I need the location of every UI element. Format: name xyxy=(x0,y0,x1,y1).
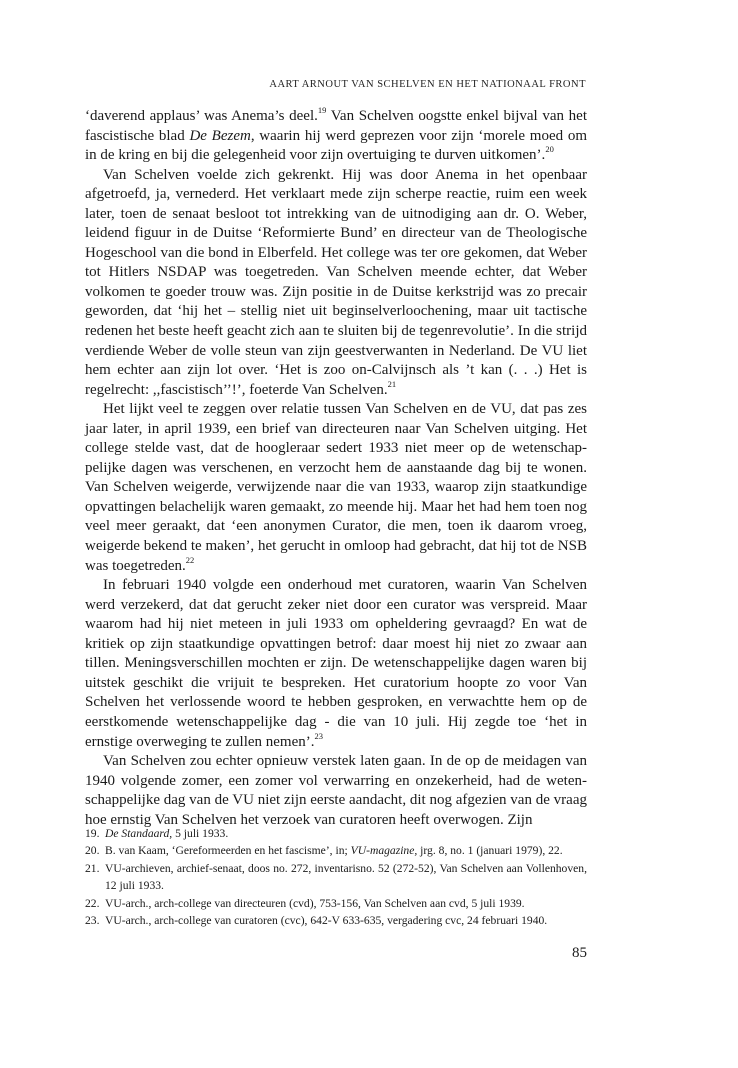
footnote-19 xyxy=(85,825,587,842)
paragraph-4 xyxy=(85,576,587,752)
text-run: VU-archieven, archief-senaat, doos no. 272, inventarisno. 52 (272-52), Van Schelven aan Vollenhoven, 12 juli 1933. xyxy=(105,861,587,893)
footnote-text xyxy=(105,842,587,859)
italic-title: De Bezem xyxy=(189,127,251,144)
text-run: 5 juli 1933. xyxy=(172,827,229,840)
text-run: VU-arch., arch-college van directeuren (cvd), 753-156, Van Schelven aan cvd, 5 juli 1939. xyxy=(105,896,525,910)
running-head: AART ARNOUT VAN SCHELVEN EN HET NATIONAAL FRONT xyxy=(269,79,586,90)
footnote-21 xyxy=(85,860,587,895)
paragraph-3 xyxy=(85,400,587,576)
text-run: B. van Kaam, ‘Gereformeerden en het fascisme’, in; xyxy=(105,844,351,858)
footnote-reference: 19 xyxy=(317,105,327,115)
footnote-reference: 20 xyxy=(545,144,554,155)
text-run: Van Schelven zou echter opnieuw verstek laten gaan. In de op de meidagen van 1940 volgende zomer, een zomer vol verwarring en onzekerheid, had de wetenschappelijke dag van de VU niet zijn eerste aandacht, dit nog afgezien van de vraag hoe ernstig Van Schelven het verzoek van curatoren heeft overwogen. Zijn xyxy=(85,753,587,828)
page-number: 85 xyxy=(572,945,587,961)
text-run: In februari 1940 volgde een onderhoud met curatoren, waarin Van Schelven werd verzekerd, dat dat gerucht zeker niet door een curator was verspreid. Maar waarom had hij niet meteen in juli 1933 om opheldering gevraagd? En wat de kritiek op zijn staatkundige opvattingen betrof: daar moest hij niet zo zwaar aan tillen. Meningsverschillen mochten er zijn. De wetenschappelijke dagen waren bij uitstek geschikt die vrijuit te bespreken. Het curatorium hoopte zo voor Van Schelven het verlossende woord te hebben gesproken, en verwachtte hem op de eerstkomende wetenschappelijke dag - die van 10 juli. Hij zegde toe ‘het in ernstige overweging te zullen nemen’. xyxy=(85,577,587,750)
body-text xyxy=(85,107,587,830)
footnote-text xyxy=(105,912,587,929)
footnote-reference: 23 xyxy=(314,730,323,741)
text-run: Van Schelven voelde zich gekrenkt. Hij was door Anema in het openbaar afgetroefd, ja, vernederd. Het verklaart mede zijn scherpe reactie, ruim een week later, toen de senaat besloot tot intrekking van de uitnodiging aan dr. O. Weber, leidend figuur in de Duitse ‘Reformierte Bund’ en directeur van de Theologische Hogeschool van die bond in Elberfeld. Het college was ter ore gekomen, dat Weber tot Hitlers NSDAP was toegetreden. Van Schelven meende echter, dat Weber volkomen te goeder trouw was. Zijn positie in de Duitse kerkstrijd was zo precair geworden, dat ‘hij het – stellig niet uit beginselverloochening, maar uit tactische redenen het beste heeft geacht zich aan te sluiten bij de tegenrevolutie’. In die strijd verdiende Weber de volle steun van zijn geestverwanten in Nederland. De VU liet hem echter aan zijn lot over. ‘Het is zoo on-Calvijnsch als ’t kan (. . .) Het is regelrecht: ,,fascistisch’’!’, foeterde Van Schelven. xyxy=(85,166,587,398)
text-run: Het lijkt veel te zeggen over relatie tussen Van Schelven en de VU, dat pas zes jaar later, in april 1939, een brief van directeuren naar Van Schelven uitging. Het college stelde vast, dat de hoogleraar sedert 1933 niet meer op de wetenschappelijke dagen was verschenen, en verzocht hem de aanstaande dag bij te wonen. Van Schelven weigerde, verwijzende naar die van 1933, waarop zijn staatkundige opvattingen belachelijk waren gemaakt, zo meende hij. Maar het had hem toen nog veel meer geraakt, dat ‘een anonymen Curator, die men, toen ik daarom vroeg, weigerde bekend te maken’, het gerucht in omloop had gebracht, dat hij tot de NSB was toegetreden. xyxy=(85,401,587,574)
footnote-number: 19. xyxy=(85,827,100,840)
footnotes xyxy=(85,825,587,929)
footnote-20 xyxy=(85,842,587,859)
italic-title: De Standaard, xyxy=(105,827,173,840)
footnote-reference: 21 xyxy=(387,378,397,389)
footnote-text xyxy=(105,825,587,842)
footnote-23 xyxy=(85,912,587,929)
footnote-reference: 22 xyxy=(185,554,195,565)
footnote-number: 22. xyxy=(85,896,100,910)
footnote-number: 21. xyxy=(85,861,100,875)
paragraph-1 xyxy=(85,107,587,166)
footnote-22 xyxy=(85,895,587,912)
text-run: , waarin hij werd geprezen voor zijn ‘morele moed om in de kring en bij die gelegenheid voor zijn overtuiging te durven uitkomen’. xyxy=(85,127,588,164)
paragraph-5 xyxy=(85,752,587,830)
text-run: Van Schelven oogstte enkel bijval van het fascistische blad xyxy=(85,108,588,144)
text-run: ‘daverend applaus’ was Anema’s deel. xyxy=(85,108,318,124)
footnote-text xyxy=(105,860,587,895)
footnote-text xyxy=(105,895,587,912)
text-run: jrg. 8, no. 1 (januari 1979), 22. xyxy=(417,844,563,858)
text-run: VU-arch., arch-college van curatoren (cvc), 642-V 633-635, vergadering cvc, 24 februari 1940. xyxy=(105,914,548,928)
paragraph-2 xyxy=(85,166,587,401)
footnote-number: 20. xyxy=(85,844,100,858)
italic-title: VU-magazine, xyxy=(350,844,418,858)
footnote-number: 23. xyxy=(85,914,100,928)
